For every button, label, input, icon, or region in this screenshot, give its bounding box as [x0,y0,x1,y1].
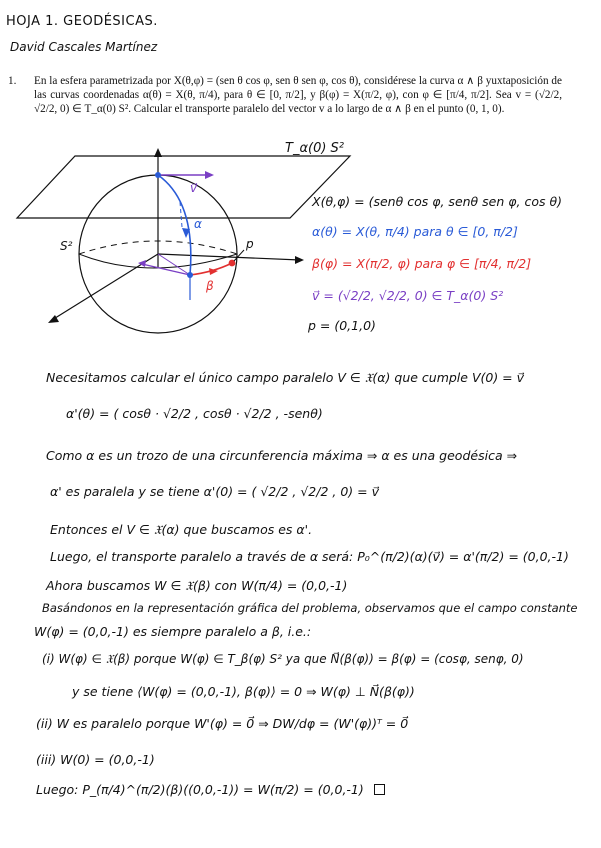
alpha-curve [158,175,191,275]
v-vector-bottom [142,264,190,275]
solution-line-5: Entonces el V ∈ 𝔛(α) que buscamos es α'. [50,522,313,537]
author-name: David Cascales Martínez [10,40,158,54]
solution-line-10: (i) W(φ) ∈ 𝔛(β) porque W(φ) ∈ T_β(φ) S² ya que N⃗(β(φ)) = β(φ) = (cosφ, senφ, 0) [42,652,524,666]
def-beta: β(φ) = X(π/2, φ) para φ ∈ [π/4, π/2] [312,256,532,271]
alpha-end-point [187,272,193,278]
north-pole-point [155,172,161,178]
def-p: p = (0,1,0) [308,318,376,333]
p-pointer [234,250,244,261]
solution-line-13: (iii) W(0) = (0,0,-1) [36,752,155,767]
solution-line-1: Necesitamos calcular el único campo paralelo V ∈ 𝔛(α) que cumple V(0) = v⃗ [46,370,525,385]
solution-line-6: Luego, el transporte paralelo a través de α será: P₀^(π/2)(α)(v⃗) = α'(π/2) = (0,0,-1) [50,549,569,564]
solution-line-7: Ahora buscamos W ∈ 𝔛(β) con W(π/4) = (0,0,-1) [46,578,348,593]
qed-box [374,784,385,795]
solution-line-14-text: Luego: P_(π/4)^(π/2)(β)((0,0,-1)) = W(π/2) = (0,0,-1) [36,782,364,797]
y-axis [158,254,300,260]
solution-line-11: y se tiene ⟨W(φ) = (0,0,-1), β(φ)⟩ = 0 ⇒ W(φ) ⊥ N⃗(β(φ)) [72,684,415,699]
solution-line-8: Basándonos en la representación gráfica del problema, observamos que el campo constante [42,601,578,615]
solution-line-14 [36,782,385,797]
solution-line-2: α'(θ) = ( cosθ · √2/2 , cosθ · √2/2 , -senθ) [66,406,323,421]
def-alpha: α(θ) = X(θ, π/4) para θ ∈ [0, π/2] [312,224,518,239]
plane-label: T_α(0) S² [285,141,345,156]
v-vector-top-arrow [205,171,214,179]
page-title: HOJA 1. GEODÉSICAS. [6,14,158,29]
sphere-label: S² [60,239,73,253]
solution-line-9: W(φ) = (0,0,-1) es siempre paralelo a β, i.e.: [34,624,312,639]
sphere-figure [0,132,601,347]
def-X: X(θ,φ) = (senθ cos φ, senθ sen φ, cos θ) [312,194,562,209]
v-label: v⃗ [190,181,198,195]
solution-line-3: Como α es un trozo de una circunferencia máxima ⇒ α es una geodésica ⇒ [46,448,518,463]
problem-text: En la esfera parametrizada por X(θ,φ) = (sen θ cos φ, sen θ sen φ, cos θ), considérese la curva α ∧ β yuxtaposición de las curvas coordenadas α(θ) = X(θ, π/4), para θ ∈ [0, π/2], y β(φ) = X(π/2, φ), con φ ∈ [π/4, π/2]. Sea v = (√2/2, √2/2, 0) ∈ T_α(0) S². Calcular el transporte paralelo del vector v a lo largo de α ∧ β en el punto (0, 1, 0). [34,75,562,115]
problem-number: 1. [8,75,17,87]
def-v: v⃗ = (√2/2, √2/2, 0) ∈ T_α(0) S² [312,288,504,303]
y-axis-arrow [295,256,304,264]
problem-statement [8,74,562,116]
p-label: p [246,237,254,251]
alpha-label: α [194,217,202,231]
solution-line-4: α' es paralela y se tiene α'(0) = ( √2/2 , √2/2 , 0) = v⃗ [50,484,379,499]
z-axis-arrow [154,148,162,157]
solution-line-12: (ii) W es paralelo porque W'(φ) = 0⃗ ⇒ DW/dφ = (W'(φ))ᵀ = 0⃗ [36,716,409,731]
beta-label: β [206,279,214,293]
